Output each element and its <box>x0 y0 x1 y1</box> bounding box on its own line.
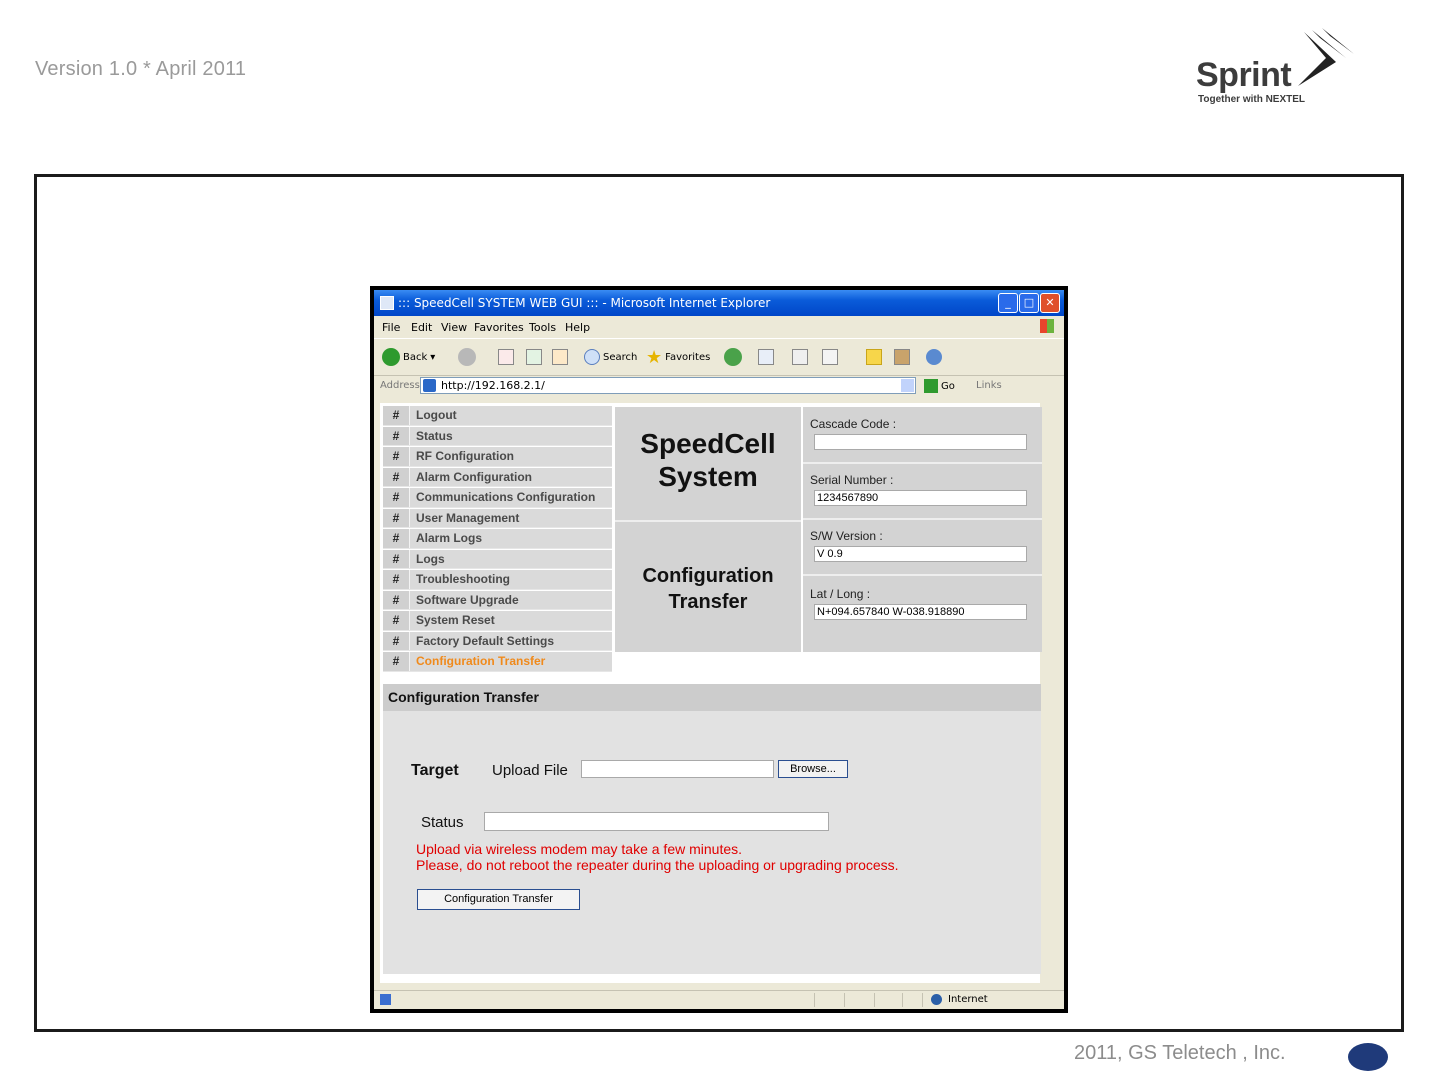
configuration-transfer-button[interactable]: Configuration Transfer <box>417 889 580 910</box>
stop-icon <box>498 349 514 365</box>
latlong-field <box>803 575 1042 651</box>
page-title <box>615 563 801 615</box>
menu-help[interactable]: Help <box>565 321 591 334</box>
cascade-label: Cascade Code : <box>810 417 897 431</box>
edit-icon <box>822 349 838 365</box>
search-button[interactable] <box>584 347 637 367</box>
messenger-icon <box>926 349 942 365</box>
serial-field <box>803 463 1042 520</box>
nav-item-label: Troubleshooting <box>416 572 510 586</box>
menu-file[interactable]: File <box>382 321 401 334</box>
search-icon <box>584 349 600 365</box>
nav-hash: # <box>383 570 410 589</box>
star-icon: ★ <box>646 346 663 368</box>
home-button[interactable] <box>552 347 568 367</box>
menu-bar <box>374 317 1064 337</box>
messenger-button[interactable] <box>926 347 942 367</box>
cascade-field <box>803 407 1042 464</box>
page-title-line2: Transfer <box>668 591 748 613</box>
research-button[interactable] <box>894 347 910 367</box>
nav-item[interactable] <box>383 447 612 467</box>
go-button[interactable] <box>924 379 955 393</box>
url-text: http://192.168.2.1/ <box>441 379 545 392</box>
search-label: Search <box>603 351 638 363</box>
minimize-button[interactable]: _ <box>998 293 1018 313</box>
nav-item[interactable] <box>383 529 612 549</box>
ie-page-icon <box>380 296 394 310</box>
sw-version-label: S/W Version : <box>810 529 883 543</box>
config-transfer-panel <box>383 684 1041 974</box>
nav-hash: # <box>383 468 410 487</box>
target-label: Target <box>411 762 459 779</box>
nav-item[interactable] <box>383 632 612 652</box>
chevron-down-icon: ▾ <box>430 351 436 363</box>
nav-item-label: Status <box>416 428 453 443</box>
back-button[interactable] <box>382 347 435 367</box>
system-title <box>615 427 801 493</box>
books-icon <box>894 349 910 365</box>
refresh-button[interactable] <box>526 347 542 367</box>
forward-button[interactable] <box>458 347 476 367</box>
nav-item[interactable] <box>383 427 612 447</box>
address-dropdown-icon[interactable] <box>901 379 914 392</box>
nav-item[interactable] <box>383 550 612 570</box>
close-button[interactable]: ✕ <box>1040 293 1060 313</box>
print-icon <box>792 349 808 365</box>
nav-hash: # <box>383 427 410 446</box>
latlong-label: Lat / Long : <box>810 587 871 601</box>
serial-label: Serial Number : <box>810 473 894 487</box>
nav-item[interactable] <box>383 468 612 488</box>
page-number-badge <box>1348 1043 1388 1071</box>
upload-file-label: Upload File <box>492 762 568 779</box>
mail-button[interactable] <box>758 347 774 367</box>
nav-item-label: Factory Default Settings <box>416 633 555 648</box>
nav-hash: # <box>383 447 410 466</box>
go-arrow-icon <box>924 379 938 393</box>
system-title-line1: SpeedCell <box>640 428 776 459</box>
maximize-button[interactable]: □ <box>1019 293 1039 313</box>
address-label: Address <box>380 380 420 391</box>
back-arrow-icon <box>382 348 400 366</box>
title-block <box>615 407 801 652</box>
folder-icon <box>866 349 882 365</box>
nav-item[interactable] <box>383 406 612 426</box>
window-title: ::: SpeedCell SYSTEM WEB GUI ::: - Microsoft Internet Explorer <box>398 296 771 310</box>
panel-header <box>383 684 1041 711</box>
version-text: Version 1.0 * April 2011 <box>35 58 247 80</box>
info-panel <box>803 407 1042 652</box>
nav-item[interactable] <box>383 591 612 611</box>
nav-hash: # <box>383 591 410 610</box>
nav-hash: # <box>383 652 410 671</box>
internet-zone-icon <box>931 994 942 1005</box>
nav-item-label: Logs <box>416 551 445 566</box>
print-button[interactable] <box>792 347 808 367</box>
ie-page-icon <box>423 379 436 392</box>
warning-line-2: Please, do not reboot the repeater during the uploading or upgrading process. <box>416 857 899 873</box>
nav-item[interactable] <box>383 652 612 672</box>
nav-item[interactable] <box>383 488 612 508</box>
history-icon <box>724 348 742 366</box>
nav-hash: # <box>383 488 410 507</box>
status-bar <box>374 990 1064 1009</box>
history-button[interactable] <box>724 347 742 367</box>
serial-input[interactable]: 1234567890 <box>814 490 1027 506</box>
warning-line-1: Upload via wireless modem may take a few minutes. <box>416 841 743 857</box>
zone-label: Internet <box>948 994 988 1005</box>
nav-hash: # <box>383 611 410 630</box>
favorites-button[interactable] <box>646 347 710 367</box>
nav-item-label: Logout <box>416 408 457 422</box>
address-bar <box>374 375 1064 397</box>
nav-hash: # <box>383 550 410 569</box>
side-menu <box>383 406 612 673</box>
panel-title: Configuration Transfer <box>388 689 539 705</box>
nav-item-label: Alarm Configuration <box>416 469 532 484</box>
nav-item-label: Communications Configuration <box>416 490 596 504</box>
sw-version-field <box>803 519 1042 576</box>
browser-window <box>370 286 1068 1013</box>
status-label: Status <box>421 814 464 831</box>
brand-name: Sprint <box>1196 56 1292 94</box>
stop-button[interactable] <box>498 347 514 367</box>
nav-item-label: Software Upgrade <box>416 592 519 607</box>
latlong-input[interactable]: N+094.657840 W-038.918890 <box>814 604 1027 620</box>
nav-item-label: System Reset <box>416 613 495 627</box>
nav-item[interactable] <box>383 570 612 590</box>
status-field <box>484 812 829 831</box>
upload-file-input[interactable] <box>581 760 774 778</box>
title-bar[interactable] <box>374 290 1064 316</box>
page-status-icon <box>380 994 391 1005</box>
refresh-icon <box>526 349 542 365</box>
sw-version-input[interactable]: V 0.9 <box>814 546 1027 562</box>
nav-hash: # <box>383 509 410 528</box>
edit-button[interactable] <box>822 347 838 367</box>
mail-icon <box>758 349 774 365</box>
nav-item[interactable] <box>383 611 612 631</box>
nav-item-label: Alarm Logs <box>416 531 483 545</box>
menu-view[interactable]: View <box>441 321 468 334</box>
nav-item-label: Configuration Transfer <box>416 654 546 668</box>
browse-button[interactable]: Browse... <box>778 760 848 778</box>
toolbar <box>374 338 1064 376</box>
menu-tools[interactable]: Tools <box>529 321 557 334</box>
favorites-label: Favorites <box>665 351 711 363</box>
page-title-line1: Configuration <box>642 565 774 587</box>
cascade-input[interactable] <box>814 434 1027 450</box>
nav-item-label: RF Configuration <box>416 449 514 463</box>
page-content <box>380 403 1040 983</box>
forward-arrow-icon <box>458 348 476 366</box>
menu-edit[interactable]: Edit <box>411 321 433 334</box>
windows-logo-icon <box>1040 319 1054 333</box>
nav-item-label: User Management <box>416 510 520 525</box>
sprint-wing-icon <box>1296 28 1358 90</box>
nav-item[interactable] <box>383 509 612 529</box>
nav-hash: # <box>383 406 410 425</box>
address-input[interactable] <box>420 377 916 394</box>
brand-tagline: Together with NEXTEL <box>1198 94 1306 105</box>
footer-copyright: 2011, GS Teletech , Inc. <box>1074 1042 1286 1064</box>
nav-hash: # <box>383 529 410 548</box>
folder-button[interactable] <box>866 347 882 367</box>
sprint-logo <box>1196 28 1366 110</box>
nav-hash: # <box>383 632 410 651</box>
links-button[interactable]: Links <box>976 380 1002 391</box>
menu-favorites[interactable]: Favorites <box>474 321 524 334</box>
back-label: Back <box>403 351 428 363</box>
go-label: Go <box>941 380 955 392</box>
home-icon <box>552 349 568 365</box>
system-title-line2: System <box>658 461 758 492</box>
